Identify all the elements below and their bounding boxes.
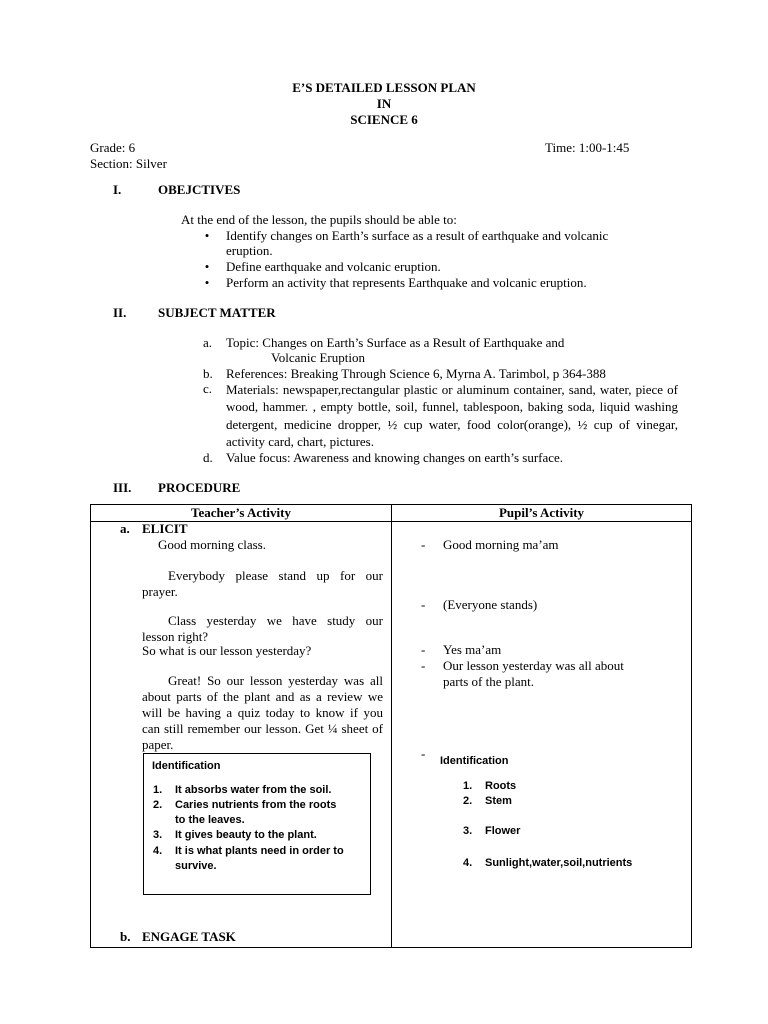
answer-number: 2. [463, 795, 473, 807]
item-letter: d. [203, 450, 213, 465]
quiz-item: Caries nutrients from the roots [175, 799, 337, 811]
materials-text: Materials: newspaper,rectangular plastic or aluminum container, sand, water, piece of wood, hammer. , empty bottle, soil, funnel, tablespoon, baking soda, liquid washing detergent, medicine dropper, ½ cup water, food color(orange), ½ cup of vinegar, activity card, chart, pictures. [226, 382, 678, 449]
teacher-study-question: Class yesterday we have study our lesson right? [142, 613, 383, 644]
item-letter: b. [203, 366, 213, 381]
pupil-dash: - [421, 537, 426, 552]
value-focus-text: Value focus: Awareness and knowing changes on earth’s surface. [226, 450, 564, 465]
pupil-dash: - [421, 642, 426, 657]
item-letter: a. [203, 335, 213, 350]
subject-matter-numeral: II. [113, 305, 127, 320]
engage-letter: b. [120, 929, 131, 944]
pupil-stands: (Everyone stands) [443, 597, 538, 612]
pupil-answer: Our lesson yesterday was all about [443, 658, 624, 673]
item-letter: c. [203, 381, 213, 396]
pupil-answer-cont: parts of the plant. [443, 674, 534, 689]
grade-label: Grade: 6 [90, 140, 136, 155]
doc-title-line1: E’S DETAILED LESSON PLAN [292, 80, 476, 95]
procedure-numeral: III. [113, 480, 132, 495]
answer-item: Stem [485, 795, 512, 807]
answer-item: Flower [485, 825, 521, 837]
engage-label: ENGAGE TASK [142, 929, 236, 944]
quiz-item-number: 2. [153, 799, 163, 811]
bullet-icon: • [204, 275, 210, 290]
doc-title-line2: IN [376, 96, 392, 111]
quiz-item-cont: survive. [175, 860, 217, 872]
time-label: Time: 1:00-1:45 [545, 140, 630, 155]
objective-item: Identify changes on Earth’s surface as a result of earthquake and volcanic [226, 228, 609, 243]
teacher-greeting: Good morning class. [158, 537, 266, 552]
quiz-heading: Identification [152, 760, 221, 772]
pupil-greeting: Good morning ma’am [443, 537, 559, 552]
table-border-right [691, 504, 692, 948]
elicit-letter: a. [120, 521, 130, 536]
pupil-yes: Yes ma’am [443, 642, 502, 657]
section-label: Section: Silver [90, 156, 167, 171]
quiz-item: It absorbs water from the soil. [175, 784, 332, 796]
objective-item-cont: eruption. [226, 243, 273, 258]
pupil-dash: - [421, 746, 426, 761]
topic-text-cont: Volcanic Eruption [271, 350, 365, 365]
objective-item: Perform an activity that represents Earthquake and volcanic eruption. [226, 275, 587, 290]
topic-text: Topic: Changes on Earth’s Surface as a Result of Earthquake and [226, 335, 565, 350]
teacher-column-header: Teacher’s Activity [190, 505, 291, 520]
quiz-item-number: 1. [153, 784, 163, 796]
elicit-label: ELICIT [142, 521, 188, 536]
teacher-stand-instruction: Everybody please stand up for our prayer. [142, 568, 383, 599]
pupil-dash: - [421, 658, 426, 673]
bullet-icon: • [204, 259, 210, 274]
answer-number: 3. [463, 825, 473, 837]
pupil-answers-heading: Identification [440, 755, 509, 767]
answer-number: 1. [463, 780, 473, 792]
bullet-icon: • [204, 228, 210, 243]
objectives-numeral: I. [113, 182, 122, 197]
pupil-dash: - [421, 597, 426, 612]
answer-number: 4. [463, 857, 473, 869]
table-border-left [90, 504, 91, 948]
teacher-review-instruction: Great! So our lesson yesterday was all about parts of the plant and as a review we will be having a quiz today to know if you can still remember our lesson. Get ¼ sheet of paper. [142, 673, 383, 752]
quiz-item-number: 3. [153, 829, 163, 841]
quiz-item: It is what plants need in order to [175, 845, 344, 857]
answer-item: Roots [485, 780, 517, 792]
objectives-heading: OBEJCTIVES [158, 182, 241, 197]
references-text: References: Breaking Through Science 6, Myrna A. Tarimbol, p 364-388 [226, 366, 606, 381]
table-column-divider [391, 504, 392, 948]
quiz-item-cont: to the leaves. [175, 814, 245, 826]
pupil-column-header: Pupil’s Activity [498, 505, 585, 520]
subject-matter-heading: SUBJECT MATTER [158, 305, 276, 320]
quiz-item-number: 4. [153, 845, 163, 857]
objectives-intro: At the end of the lesson, the pupils should be able to: [181, 212, 457, 227]
teacher-ask-lesson: So what is our lesson yesterday? [142, 643, 312, 658]
doc-title-line3: SCIENCE 6 [350, 112, 418, 127]
answer-item: Sunlight,water,soil,nutrients [485, 857, 633, 869]
quiz-item: It gives beauty to the plant. [175, 829, 317, 841]
procedure-heading: PROCEDURE [158, 480, 241, 495]
objective-item: Define earthquake and volcanic eruption. [226, 259, 441, 274]
